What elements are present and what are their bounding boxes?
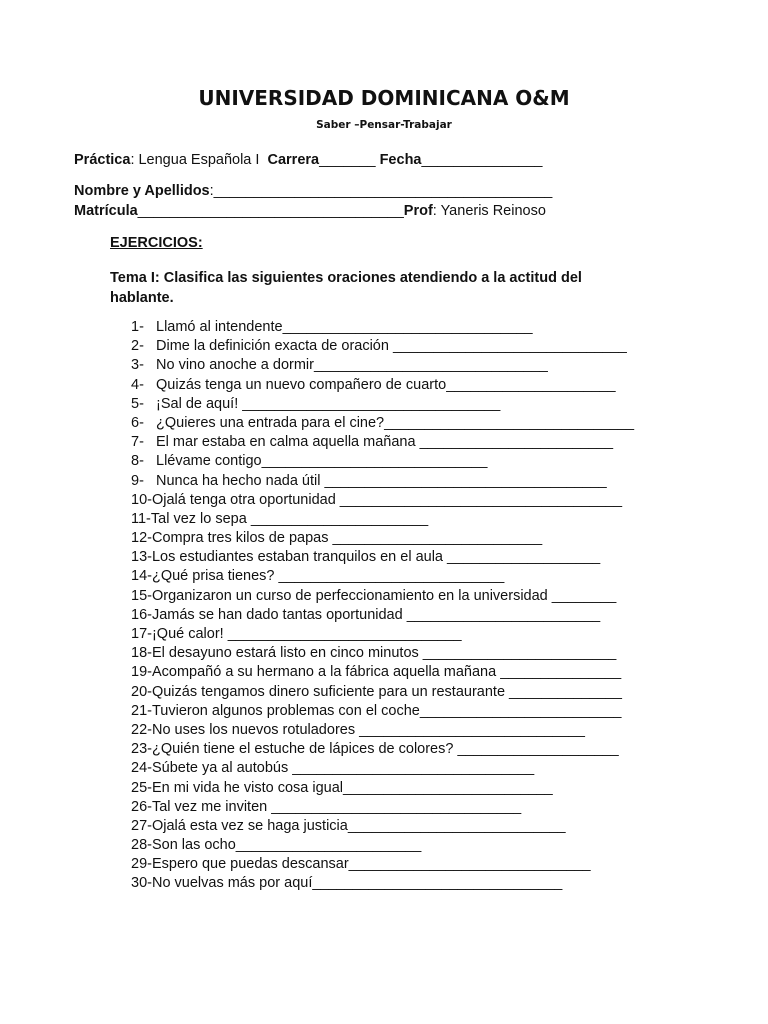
fecha-label: Fecha <box>379 152 422 168</box>
item-number: 24- <box>131 760 152 777</box>
item-number: 6- <box>131 414 144 431</box>
item-number: 23- <box>131 741 152 758</box>
item-number: 4- <box>131 376 144 393</box>
item-text: ¿Quieres una entrada para el cine?_______________________________ <box>156 414 635 431</box>
list-item <box>131 510 634 529</box>
item-number: 11- <box>131 510 151 527</box>
list-item <box>131 683 634 702</box>
item-text: Nunca ha hecho nada útil ___________________________________ <box>156 472 607 489</box>
list-item <box>131 644 634 663</box>
prof-label: Prof <box>403 203 433 219</box>
list-item <box>131 491 634 510</box>
practica-row <box>74 152 542 168</box>
item-text: Espero que puedas descansar______________________________ <box>151 856 591 873</box>
item-text: No vuelvas más por aquí_______________________________ <box>151 875 563 892</box>
item-number: 14- <box>131 568 152 585</box>
list-item <box>131 356 634 375</box>
item-number: 17- <box>131 626 152 642</box>
item-number: 26- <box>131 798 152 815</box>
exercises-heading: EJERCICIOS: <box>110 235 203 251</box>
matricula-row <box>74 203 546 219</box>
item-number: 20- <box>131 683 152 700</box>
item-number: 25- <box>131 779 152 796</box>
list-item <box>131 702 634 721</box>
item-text: Ojalá esta vez se haga justicia___________________________ <box>151 817 566 834</box>
list-item <box>131 433 634 452</box>
item-number: 29- <box>131 856 152 873</box>
item-text: Tuvieron algunos problemas con el coche_________________________ <box>151 702 622 719</box>
page-title: UNIVERSIDAD DOMINICANA O&M <box>198 86 570 110</box>
carrera-label: Carrera <box>267 152 320 168</box>
item-text: ¿Quién tiene el estuche de lápices de colores? ____________________ <box>151 741 619 758</box>
item-number: 2- <box>131 338 144 355</box>
item-number: 19- <box>131 664 152 681</box>
motto-subtitle: Saber –Pensar-Trabajar <box>316 119 452 131</box>
list-item <box>131 548 634 567</box>
item-text: El desayuno estará listo en cinco minutos ________________________ <box>151 645 617 662</box>
item-number: 15- <box>131 587 152 604</box>
item-text: Los estudiantes estaban tranquilos en el aula ___________________ <box>151 549 601 566</box>
list-item <box>131 318 634 337</box>
item-text: Organizaron un curso de perfeccionamiento en la universidad ________ <box>151 587 617 604</box>
list-item <box>131 606 634 625</box>
item-number: 3- <box>131 357 144 374</box>
item-text: Llamó al intendente_______________________________ <box>156 319 533 335</box>
list-item <box>131 452 634 471</box>
item-text: Son las ocho_______________________ <box>151 837 422 854</box>
list-item <box>131 855 634 874</box>
carrera-blank: _______ <box>319 152 380 168</box>
item-number: 21- <box>131 702 152 719</box>
list-item <box>131 663 634 682</box>
item-text: No uses los nuevos rotuladores ____________________________ <box>151 721 585 738</box>
item-number: 5- <box>131 395 144 412</box>
item-text: Llévame contigo____________________________ <box>156 453 488 470</box>
item-text: No vino anoche a dormir_____________________________ <box>156 357 548 374</box>
item-text: Ojalá tenga otra oportunidad ___________________________________ <box>151 491 623 508</box>
list-item <box>131 395 634 414</box>
list-item <box>131 798 634 817</box>
list-item <box>131 759 634 778</box>
item-text: Compra tres kilos de papas __________________________ <box>151 530 543 547</box>
fecha-blank: _______________ <box>421 152 543 168</box>
item-number: 9- <box>131 472 144 489</box>
prof-value: : Yaneris Reinoso <box>432 203 546 219</box>
item-number: 7- <box>131 434 144 451</box>
nombre-label: Nombre y Apellidos <box>74 183 210 199</box>
practica-value: : Lengua Española I <box>130 152 268 168</box>
list-item <box>131 376 634 395</box>
item-text: Jamás se han dado tantas oportunidad ________________________ <box>151 606 601 623</box>
matricula-blank: _________________________________ <box>137 203 404 219</box>
item-text: Dime la definición exacta de oración _____________________________ <box>156 338 627 355</box>
item-number: 27- <box>131 817 152 834</box>
item-number: 10- <box>131 491 152 508</box>
list-item <box>131 836 634 855</box>
nombre-row <box>74 183 552 199</box>
item-number: 12- <box>131 530 152 547</box>
list-item <box>131 529 634 548</box>
list-item <box>131 874 634 893</box>
list-item <box>131 567 634 586</box>
item-text: ¡Qué calor! _____________________________ <box>151 626 462 642</box>
item-number: 13- <box>131 549 152 566</box>
item-number: 16- <box>131 606 152 623</box>
list-item <box>131 625 634 644</box>
list-item <box>131 779 634 798</box>
item-text: Quizás tenga un nuevo compañero de cuarto_____________________ <box>156 376 616 393</box>
nombre-blank: :__________________________________________ <box>209 183 553 199</box>
item-text: En mi vida he visto cosa igual__________________________ <box>151 779 553 796</box>
item-number: 18- <box>131 645 152 662</box>
list-item <box>131 472 634 491</box>
item-text: Súbete ya al autobús ______________________________ <box>151 760 535 777</box>
practica-label: Práctica <box>74 152 131 168</box>
matricula-label: Matrícula <box>74 203 138 219</box>
list-item <box>131 721 634 740</box>
item-text: Tal vez me inviten _______________________________ <box>151 798 522 815</box>
item-number: 8- <box>131 453 144 470</box>
item-text: Quizás tengamos dinero suficiente para un restaurante ______________ <box>151 683 622 700</box>
item-text: El mar estaba en calma aquella mañana ________________________ <box>156 434 614 451</box>
exercise-instruction: Tema I: Clasifica las siguientes oraciones atendiendo a la actitud del hablante. <box>110 270 582 306</box>
item-number: 30- <box>131 875 152 892</box>
list-item <box>131 817 634 836</box>
item-text: Tal vez lo sepa ______________________ <box>150 510 429 527</box>
list-item <box>131 740 634 759</box>
item-number: 28- <box>131 837 152 854</box>
list-item <box>131 414 634 433</box>
list-item <box>131 337 634 356</box>
item-text: Acompañó a su hermano a la fábrica aquella mañana _______________ <box>151 664 622 681</box>
item-number: 1- <box>131 319 144 335</box>
exercise-list <box>131 318 634 894</box>
item-text: ¿Qué prisa tienes? ____________________________ <box>151 568 505 585</box>
list-item <box>131 587 634 606</box>
item-number: 22- <box>131 721 152 738</box>
item-text: ¡Sal de aquí! ________________________________ <box>156 395 501 412</box>
